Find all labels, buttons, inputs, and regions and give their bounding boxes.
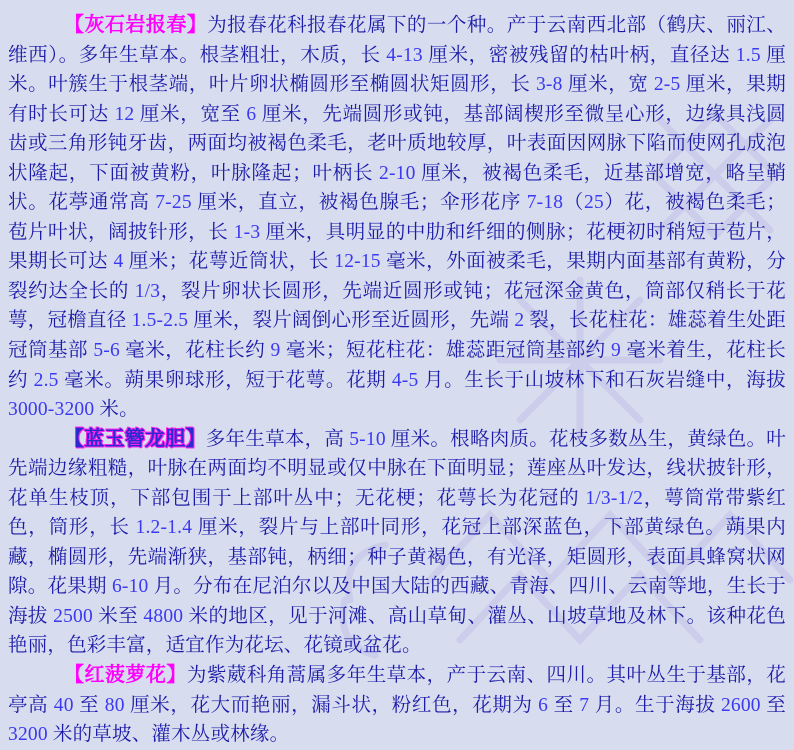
- entry-body: 为报春花科报春花属下的一个种。产于云南西北部（鹤庆、丽江、维西）。多年生草本。根茎粗壮，木质，长 4-13 厘米，密被残留的枯叶柄，直径达 1.5 厘米。叶簇生于根茎端，叶片卵状椭圆形至椭圆状矩圆形，长 3-8 厘米，宽 2-5 厘米，果期有时长可达 12 厘米，宽至 6 厘米，先端圆形或钝，基部阔楔形至微呈心形，边缘具浅圆齿或三角形钝牙齿，两面均被褐色柔毛，老叶质地较厚，叶表面因网脉下陷而使网孔成泡状隆起，下面被黄粉，叶脉隆起；叶柄长 2-10 厘米，被褐色柔毛，近基部增宽，略呈鞘状。花葶通常高 7-25 厘米，直立，被褐色腺毛；伞形花序 7-18（25）花，被褐色柔毛；苞片叶状，阔披针形，长 1-3 厘米，具明显的中肋和纤细的侧脉；花梗初时稍短于苞片，果期长可达 4 厘米；花萼近筒状，长 12-15 毫米，外面被柔毛，果期内面基部有黄粉，分裂约达全长的 1/3，裂片卵状长圆形，先端近圆形或钝；花冠深金黄色，筒部仅稍长于花萼，冠檐直径 1.5-2.5 厘米，裂片阔倒心形至近圆形，先端 2 裂，长花柱花：雄蕊着生处距冠筒基部 5-6 毫米，花柱长约 9 毫米；短花柱花：雄蕊距冠筒基部约 9 毫米着生，花柱长约 2.5 毫米。蒴果卵球形，短于花萼。花期 4-5 月。生长于山坡林下和石灰岩缝中，海拔 3000-3200 米。: [8, 15, 787, 421]
- entry-header: 【红菠萝花】: [64, 664, 187, 687]
- entry-body: 为紫葳科角蒿属多年生草本，产于云南、四川。其叶丛生于基部，花亭高 40 至 80 厘米，花大而艳丽，漏斗状，粉红色，花期为 6 至 7 月。生于海拔 2600 至 3200 米的草坡、灌木丛或林缘。: [8, 665, 786, 746]
- entry-paragraph: [8, 11, 786, 425]
- entry-header: 【灰石岩报春】: [64, 14, 208, 36]
- entry-header: 【蓝玉簪龙胆】: [64, 427, 206, 450]
- entry-body: 多年生草本，高 5-10 厘米。根略肉质。花枝多数丛生，黄绿色。叶先端边缘粗糙，叶脉在两面均不明显或仅中脉在下面明显；莲座丛叶发达，线状披针形，花单生枝顶，下部包围于上部叶丛中；无花梗；花萼长为花冠的 1/3-1/2，萼筒常带紫红色，筒形，长 1.2-1.4 厘米，裂片与上部叶同形，花冠上部深蓝色，下部黄绿色。蒴果内藏，椭圆形，先端渐狭，基部钝，柄细；种子黄褐色，有光泽，矩圆形，表面具蜂窝状网隙。花果期 6-10 月。分布在尼泊尔以及中国大陆的西藏、青海、四川、云南等地，生长于海拔 2500 米至 4800 米的地区，见于河滩、高山草甸、灌丛、山坡草地及林下。该种花色艳丽，色彩丰富，适宜作为花坛、花镜或盆花。: [8, 428, 786, 657]
- entry-paragraph: [8, 425, 786, 661]
- entry-paragraph: [8, 661, 786, 750]
